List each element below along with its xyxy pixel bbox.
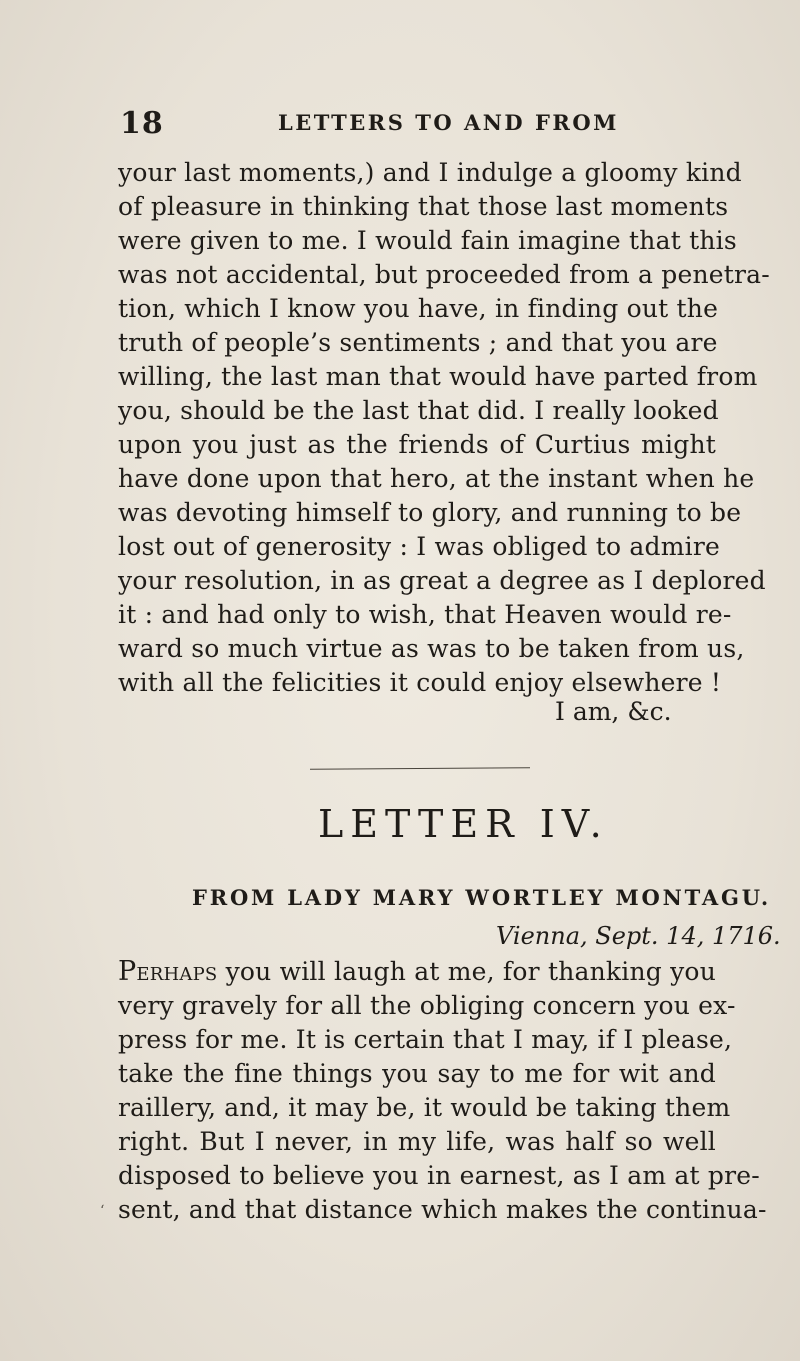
text-line: lost out of generosity : I was obliged to admire [118,532,720,561]
text-line: sent, and that distance which makes the continua- [118,1195,767,1224]
page-number: 18 [120,106,164,141]
text-line: ward so much virtue as was to be taken from us, [118,634,745,663]
text-line: tion, which I know you have, in finding out the [118,294,719,323]
text-line: press for me. It is certain that I may, if I please, [118,1025,733,1054]
running-head [120,106,720,146]
text-line: take the fine things you say to me for wit and [118,1059,716,1088]
text-line: willing, the last man that would have parted from [118,362,758,391]
text-line: of pleasure in thinking that those last moments [118,192,729,221]
letter-heading: LETTER IV. [318,802,609,846]
text-line: with all the felicities it could enjoy elsewhere ! [118,668,722,697]
text-line-opening [118,957,716,987]
letter-dateline: Vienna, Sept. 14, 1716. [496,922,781,950]
text-line: upon you just as the friends of Curtius might [118,430,716,459]
text-line: disposed to believe you in earnest, as I am at pre- [118,1161,760,1190]
opening-initial: P [118,956,137,987]
text-line: very gravely for all the obliging concern you ex- [118,991,736,1020]
opening-line-rest: you will laugh at me, for thanking you [217,957,716,986]
closing-salutation: I am, &c. [555,697,672,726]
stray-mark: ‘ [100,1203,105,1219]
text-line: truth of people’s sentiments ; and that you are [118,328,718,357]
opening-word-rest: erhaps [136,957,218,986]
letter-from-line: FROM LADY MARY WORTLEY MONTAGU. [192,885,772,910]
text-line: it : and had only to wish, that Heaven would re- [118,600,732,629]
running-title: LETTERS TO AND FROM [278,110,619,135]
text-line: raillery, and, it may be, it would be taking them [118,1093,731,1122]
text-line: was devoting himself to glory, and running to be [118,498,742,527]
section-divider [310,767,530,770]
text-line: your resolution, in as great a degree as I deplored [118,566,766,595]
text-line: you, should be the last that did. I really looked [118,396,719,425]
text-line: were given to me. I would fain imagine that this [118,226,737,255]
text-line: have done upon that hero, at the instant when he [118,464,755,493]
text-line: right. But I never, in my life, was half so well [118,1127,716,1156]
text-line: your last moments,) and I indulge a gloomy kind [118,158,742,187]
text-line: was not accidental, but proceeded from a penetra- [118,260,770,289]
